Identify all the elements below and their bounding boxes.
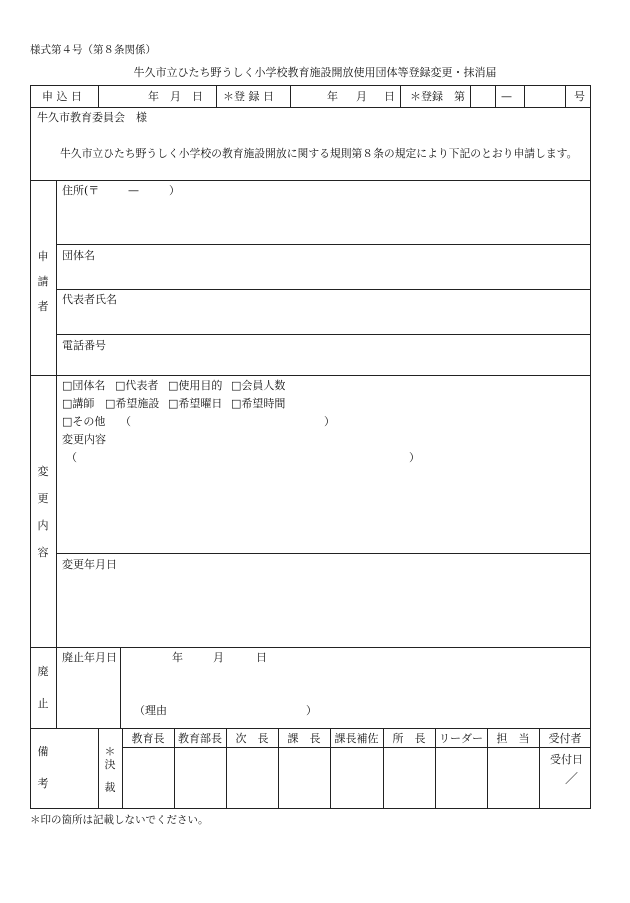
change-date-field[interactable] — [57, 575, 590, 645]
phone-number-label: 電話番号 — [62, 339, 106, 352]
group-name-field[interactable] — [57, 263, 590, 288]
change-date-label: 変更年月日 — [62, 558, 117, 571]
content-paren-open: （ — [66, 451, 77, 464]
representative-name-field[interactable] — [57, 308, 590, 333]
registration-number-label: ＊登録 第 — [410, 90, 465, 103]
apply-date-year: 年 — [148, 90, 159, 103]
approval-label: ＊ 決 裁 — [104, 745, 116, 794]
registration-number-dash: — — [501, 90, 512, 103]
col-deputy-director: 次 長 — [235, 732, 269, 745]
abolish-date-label: 廃止年月日 — [62, 651, 117, 664]
phone-number-field[interactable] — [57, 353, 590, 374]
col-office-head: 所 長 — [392, 732, 426, 745]
representative-name-label: 代表者氏名 — [62, 293, 117, 306]
apply-date-day: 日 — [192, 90, 203, 103]
check-time[interactable]: □希望時間 — [231, 397, 286, 410]
abolish-year: 年 — [172, 651, 183, 664]
remarks-section-label: 備 考 — [37, 745, 49, 790]
abolish-reason-close: ） — [306, 704, 317, 717]
remarks-field[interactable] — [57, 729, 97, 808]
applicant-section-label: 申 請 者 — [37, 250, 49, 313]
form-title: 牛久市立ひたち野うしく小学校教育施設開放使用団体等登録変更・抹消届 — [133, 66, 497, 79]
abolish-reason-label: （理由 — [134, 704, 167, 717]
col-receiver: 受付者 — [548, 732, 582, 745]
apply-date-month: 月 — [170, 90, 181, 103]
col-superintendent: 教育長 — [131, 732, 165, 745]
change-content-field[interactable] — [80, 448, 406, 548]
received-date-slash: ／ — [565, 772, 579, 787]
abolish-day: 日 — [256, 651, 267, 664]
reg-date-day: 日 — [384, 90, 395, 103]
address-field[interactable] — [57, 200, 590, 242]
check-instructor[interactable]: □講師 — [62, 397, 95, 410]
change-section-label: 変 更 内 容 — [37, 465, 49, 559]
footnote: ＊印の箇所は記載しないでください。 — [30, 814, 209, 826]
check-other[interactable]: □その他 — [62, 415, 106, 428]
col-education-director: 教育部長 — [178, 732, 222, 745]
apply-date-label: 申 込 日 — [42, 90, 82, 103]
postal-dash: — — [128, 184, 139, 197]
check-member-count[interactable]: □会員人数 — [231, 379, 286, 392]
check-purpose[interactable]: □使用目的 — [168, 379, 223, 392]
addressee: 牛久市教育委員会 様 — [37, 111, 147, 124]
received-date-label: 受付日 — [550, 753, 583, 766]
check-facility[interactable]: □希望施設 — [105, 397, 160, 410]
registration-number-suffix: 号 — [574, 90, 585, 103]
check-representative[interactable]: □代表者 — [115, 379, 159, 392]
address-label: 住所(〒 — [62, 184, 100, 197]
col-staff: 担 当 — [496, 732, 530, 745]
col-section-chief: 課 長 — [287, 732, 321, 745]
other-paren-open: （ — [120, 415, 131, 428]
registration-date-label: ＊登 録 日 — [223, 90, 274, 103]
abolish-month: 月 — [213, 651, 224, 664]
form-number: 様式第４号（第８条関係） — [30, 44, 156, 56]
change-content-label: 変更内容 — [62, 433, 106, 446]
reg-date-year: 年 — [327, 90, 338, 103]
other-paren-close: ） — [324, 415, 335, 428]
declaration-text: 牛久市立ひたち野うしく小学校の教育施設開放に関する規則第８条の規定により下記のとおり申請します。 — [60, 147, 578, 160]
content-paren-close: ） — [409, 451, 420, 464]
form-table — [30, 85, 591, 809]
address-paren-close: ） — [169, 184, 180, 197]
abolish-reason-field[interactable] — [160, 700, 302, 722]
col-assistant-chief: 課長補佐 — [334, 732, 379, 745]
check-group-name[interactable]: □団体名 — [62, 379, 106, 392]
reg-date-month: 月 — [356, 90, 367, 103]
group-name-label: 団体名 — [62, 249, 95, 262]
check-weekday[interactable]: □希望曜日 — [168, 397, 223, 410]
col-leader: リーダー — [439, 732, 483, 745]
abolish-section-label: 廃 止 — [37, 665, 49, 710]
